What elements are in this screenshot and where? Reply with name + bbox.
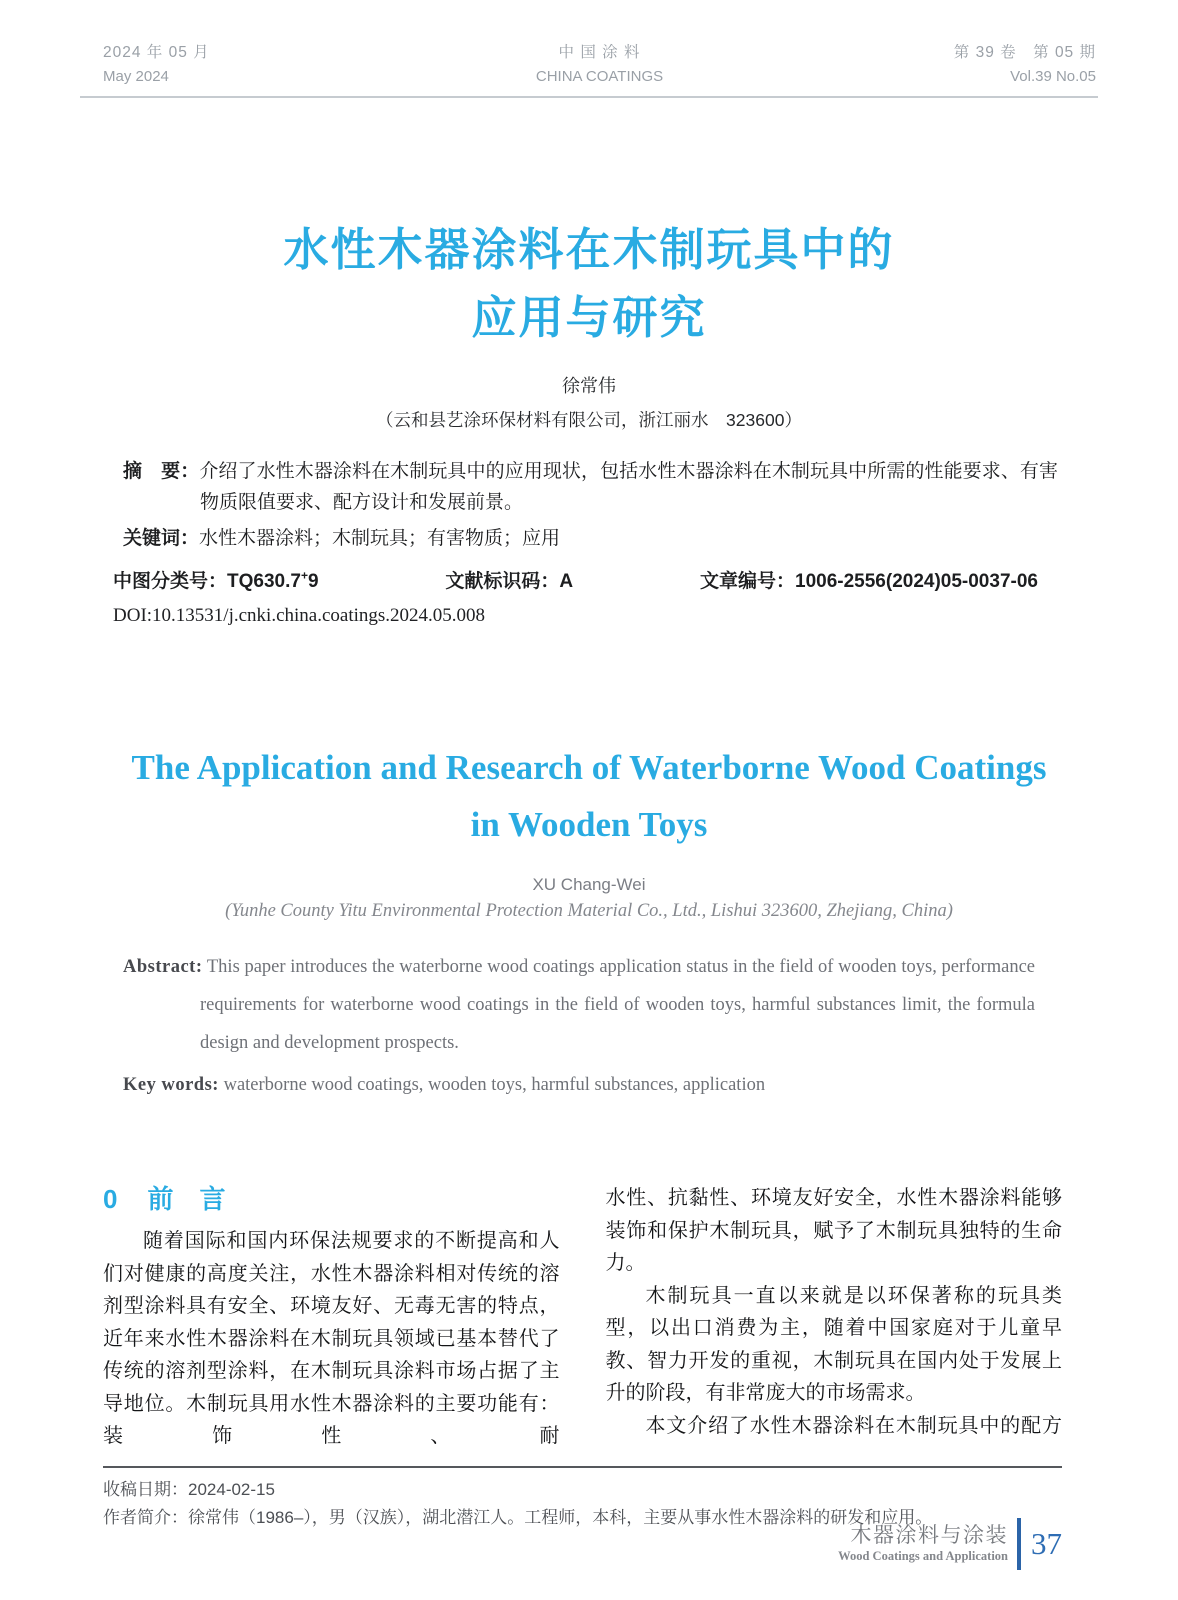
doi-line: DOI:10.13531/j.cnki.china.coatings.2024.05.008 [113,605,486,626]
header-journal-cn: 中 国 涂 料 [558,44,641,61]
body-paragraph: 本文介绍了水性木器涂料在木制玩具中的配方 [645,1414,1062,1437]
running-head-center [434,40,765,89]
abstract-en-label: Abstract: [123,957,203,977]
keywords-cn-label: 关键词： [123,528,200,549]
keywords-en-text: waterborne wood coatings, wooden toys, harmful substances, application [223,1075,766,1095]
running-head [0,0,1178,89]
article-title-en-line2: in Wooden Toys [470,805,708,844]
article-number-label: 文章编号： [699,571,795,592]
header-date-en: May 2024 [103,68,169,85]
affiliation-cn: （云和县艺涂环保材料有限公司，浙江丽水 323600） [376,410,802,430]
body-paragraph: 木制玩具一直以来就是以环保著称的玩具类型，以出口消费为主，随着中国家庭对于儿童早教、智力开发的重视，木制玩具在国内处于发展上升的阶段，有非常庞大的市场需求。 [605,1284,1062,1404]
footnote-received [103,1476,1062,1505]
header-journal-en: CHINA COATINGS [535,68,664,85]
article-title-en [0,739,1178,853]
footnote-received-label: 收稿日期： [103,1479,188,1499]
clc-number [113,566,319,593]
footnote-bio-text: 徐常伟（1986–），男（汉族），湖北潜江人。工程师，本科，主要从事水性木器涂料的研发和应用。 [188,1508,933,1527]
clc-value: TQ630.7 [227,571,301,592]
page-number: 37 [1031,1526,1062,1561]
document-code-label: 文献标识码： [445,571,560,592]
clc-label: 中图分类号： [113,571,228,592]
clc-superscript: + [300,568,308,583]
abstract-cn-label: 摘 要： [123,461,200,482]
keywords-en [123,1068,1035,1102]
keywords-cn [123,523,1058,554]
keywords-en-label: Key words: [123,1075,219,1095]
footer-column-names [838,1524,1008,1565]
header-rule [80,96,1098,98]
article-title-cn [0,216,1178,352]
abstract-en [123,948,1035,1062]
section-number: 0 [103,1184,118,1214]
footnote-bio-label: 作者简介： [103,1508,188,1527]
clc-tail: 9 [307,571,319,592]
article-number [700,566,1038,593]
running-head-left [103,40,434,89]
footer-column-en: Wood Coatings and Application [838,1548,1008,1563]
meta-row [113,566,1038,593]
document-code [445,566,573,593]
keywords-cn-text: 水性木器涂料；木制玩具；有害物质；应用 [199,528,561,549]
footnote-received-value: 2024-02-15 [188,1479,275,1499]
article-title-en-line1: The Application and Research of Waterborne Wood Coatings [131,748,1047,787]
header-issue-cn: 第 39 卷 第 05 期 [953,44,1096,61]
header-issue-en: Vol.39 No.05 [1010,68,1096,85]
document-code-value: A [559,571,574,592]
header-date-cn: 2024 年 05 月 [103,44,210,61]
abstract-cn-text: 介绍了水性木器涂料在木制玩具中的应用现状，包括水性木器涂料在木制玩具中所需的性能要求、有害物质限值要求、配方设计和发展前景。 [199,461,1058,513]
author-en: XU Chang-Wei [532,875,646,894]
body-paragraph: 水性、抗黏性、环境友好安全，水性木器涂料能够装饰和保护木制玩具，赋予了木制玩具独特的生命力。 [605,1187,1062,1274]
author-cn: 徐常伟 [562,376,616,396]
running-head-right [765,40,1096,89]
article-body [103,1182,1062,1453]
footer-divider-bar [1017,1518,1021,1570]
right-column [606,1182,1063,1453]
section-title: 前 言 [147,1184,226,1214]
abstract-en-text: This paper introduces the waterborne wood coatings application status in the field of wooden toys, performance requirements for waterborne wood coatings in the field of wooden toys, harmful substances limit, the formula design and development prospects. [200,957,1035,1053]
section-heading [103,1182,560,1216]
article-title-cn-line2: 应用与研究 [471,292,707,343]
footnote-rule [103,1466,1062,1468]
abstract-cn [123,456,1058,518]
article-number-value: 1006-2556(2024)05-0037-06 [795,571,1038,592]
footer-column-cn: 木器涂料与涂装 [850,1523,1008,1547]
affiliation-en: (Yunhe County Yitu Environmental Protection Material Co., Ltd., Lishui 323600, Zhejiang, China) [225,901,953,921]
page-footer [838,1518,1062,1570]
article-title-cn-line1: 水性木器涂料在木制玩具中的 [283,224,895,275]
body-paragraph: 随着国际和国内环保法规要求的不断提高和人们对健康的高度关注，水性木器涂料相对传统的溶剂型涂料具有安全、环境友好、无毒无害的特点，近年来水性木器涂料在木制玩具领域已基本替代了传统的溶剂型涂料，在木制玩具涂料市场占据了主导地位。木制玩具用水性木器涂料的主要功能有：装饰性、耐 [103,1230,560,1447]
left-column [103,1182,560,1453]
